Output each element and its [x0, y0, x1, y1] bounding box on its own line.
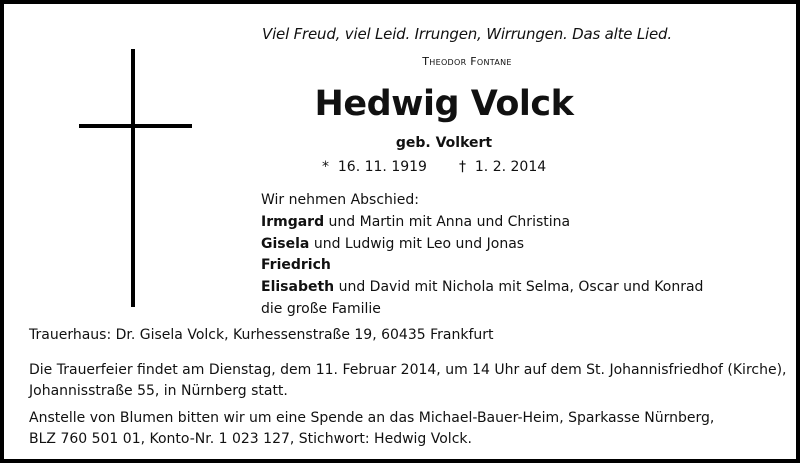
mourner-name: Gisela: [261, 235, 310, 252]
maiden-name: geb. Volkert: [395, 135, 493, 151]
birth-date: * 16. 11. 1919: [322, 159, 427, 175]
mourner-row: [261, 255, 703, 277]
donation-line: Anstelle von Blumen bitten wir um eine Spende an das Michael-Bauer-Heim, Sparkasse Nürnberg,: [29, 410, 715, 426]
mourner-family: und Ludwig mit Leo und Jonas: [309, 235, 525, 252]
donation-line: BLZ 760 501 01, Konto-Nr. 1 023 127, Stichwort: Hedwig Volck.: [29, 431, 472, 447]
death-date: † 1. 2. 2014: [459, 159, 547, 175]
mourner-name: Irmgard: [261, 213, 325, 230]
mourner-row: [261, 277, 703, 299]
mourner-name: Friedrich: [261, 257, 331, 274]
quote-author: Theodor Fontane: [422, 55, 512, 68]
mourner-family: und Martin mit Anna und Christina: [324, 213, 571, 230]
mourner-row: [261, 234, 703, 256]
cross-vertical-bar: [131, 49, 135, 307]
mourners-list: [261, 190, 703, 321]
cross-horizontal-bar: [79, 124, 192, 128]
ceremony-line: Johannisstraße 55, in Nürnberg statt.: [29, 383, 288, 399]
mourner-row: [261, 212, 703, 234]
deceased-name: Hedwig Volck: [314, 84, 574, 124]
funeral-home-address: Trauerhaus: Dr. Gisela Volck, Kurhessenstraße 19, 60435 Frankfurt: [29, 327, 494, 343]
mourner-name: Elisabeth: [261, 279, 335, 296]
ceremony-info: [29, 360, 789, 402]
ceremony-line: Die Trauerfeier findet am Dienstag, dem 11. Februar 2014, um 14 Uhr auf dem St. Johannisfriedhof (Kirche),: [29, 362, 787, 378]
mourner-family: und David mit Nichola mit Selma, Oscar und Konrad: [334, 279, 704, 296]
donation-info: [29, 408, 789, 450]
mourners-intro: Wir nehmen Abschied:: [261, 192, 419, 208]
mourners-closing: die große Familie: [261, 300, 381, 317]
epigraph-quote: Viel Freud, viel Leid. Irrungen, Wirrungen. Das alte Lied.: [262, 25, 672, 43]
